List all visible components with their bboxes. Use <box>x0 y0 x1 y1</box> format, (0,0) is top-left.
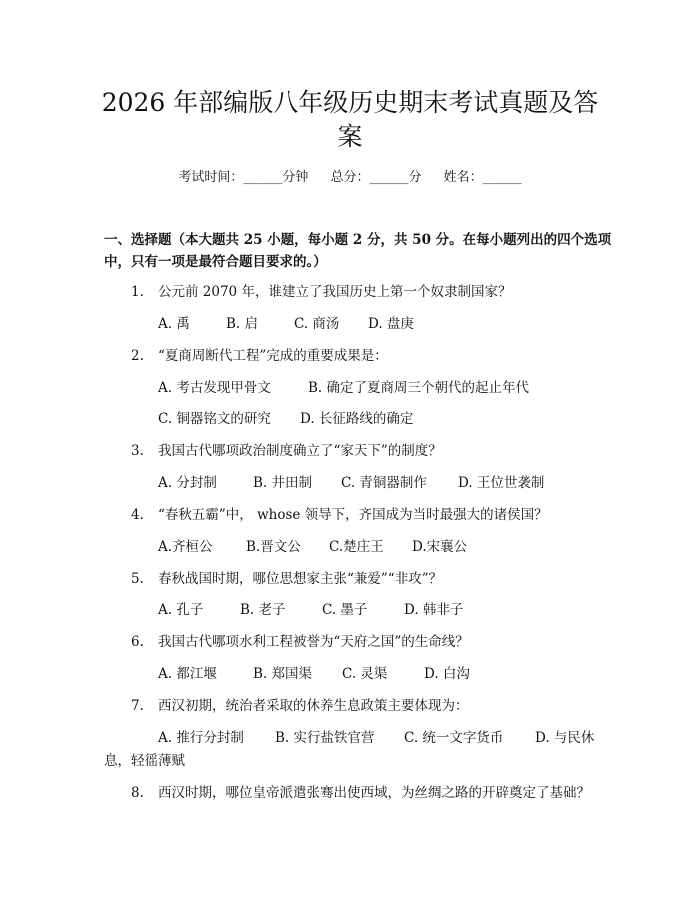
option-b: B.晋文公 <box>246 539 301 555</box>
option-b: B. 郑国渠 <box>253 666 313 682</box>
option-a: A. 禹 <box>158 316 190 332</box>
option-b: B. 启 <box>226 316 259 332</box>
option-a: A. 推行分封制 <box>158 730 244 746</box>
question-text: 公元前 2070 年，谁建立了我国历史上第一个奴隶制国家？ <box>158 284 512 300</box>
question-text: 我国古代哪项水利工程被誉为“天府之国”的生命线？ <box>158 634 469 650</box>
question-number: 4. <box>131 507 144 523</box>
option-c: C. 铜器铭文的研究 <box>158 411 271 427</box>
question-number: 3. <box>131 443 144 459</box>
option-c: C. 青铜器制作 <box>341 475 427 491</box>
question-number: 2. <box>131 348 144 364</box>
option-c: C. 灵渠 <box>342 666 388 682</box>
question-6 <box>131 633 469 651</box>
question-number: 6. <box>131 634 144 650</box>
option-d: D. 长征路线的确定 <box>300 411 414 427</box>
option-d: D. 盘庚 <box>368 316 414 332</box>
option-b: B. 实行盐铁官营 <box>275 730 375 746</box>
option-c: C. 商汤 <box>294 316 340 332</box>
question-text: 西汉初期，统治者采取的休养生息政策主要体现为： <box>158 698 469 714</box>
option-a: A. 孔子 <box>158 602 204 618</box>
option-d: D. 白沟 <box>424 666 470 682</box>
option-c: C. 统一文字货币 <box>404 730 504 746</box>
question-text: 我国古代哪项政治制度确立了“家天下”的制度？ <box>158 443 442 459</box>
question-4 <box>131 506 548 524</box>
question-text: 春秋战国时期，哪位思想家主张“兼爱”“非攻”？ <box>158 571 443 587</box>
section-heading-choice: 一、选择题（本大题共 25 小题，每小题 2 分，共 50 分。在每小题列出的四个选项中，只有一项是最符合题目要求的。） <box>104 232 612 270</box>
question-text: 西汉时期，哪位皇帝派遣张骞出使西域，为丝绸之路的开辟奠定了基础？ <box>158 785 590 801</box>
option-a: A. 分封制 <box>158 475 217 491</box>
question-7-option-d-continued: 息，轻徭薄赋 <box>104 753 185 769</box>
option-d: D.宋襄公 <box>412 539 468 555</box>
question-2 <box>131 347 388 365</box>
option-b: B. 确定了夏商周三个朝代的起止年代 <box>308 380 530 396</box>
question-3 <box>131 442 442 460</box>
question-1-options <box>158 315 414 333</box>
option-d: D. 韩非子 <box>404 602 464 618</box>
option-b: B. 井田制 <box>253 475 313 491</box>
option-a: A.齐桓公 <box>158 539 213 555</box>
question-number: 8. <box>131 785 144 801</box>
question-3-options <box>158 474 544 492</box>
exam-time-field: 考试时间：______分钟 <box>178 170 309 185</box>
title-line-1: 2026 年部编版八年级历史期末考试真题及答 <box>101 88 599 117</box>
title-line-2: 案 <box>337 122 363 151</box>
question-2-options-row-1 <box>158 379 529 397</box>
question-1 <box>131 283 511 301</box>
question-4-options <box>158 538 467 556</box>
student-name-field: 姓名：______ <box>443 170 522 185</box>
exam-info-line <box>0 169 700 187</box>
option-a: A. 考古发现甲骨文 <box>158 380 271 396</box>
option-b: B. 老子 <box>240 602 286 618</box>
option-d: D. 与民休 <box>535 730 595 746</box>
question-6-options <box>158 665 470 683</box>
question-5 <box>131 570 442 588</box>
total-score-field: 总分：______分 <box>330 170 422 185</box>
page-title <box>60 86 640 154</box>
question-text: “夏商周断代工程”完成的重要成果是： <box>158 348 388 364</box>
option-c: C.楚庄王 <box>329 539 384 555</box>
question-7-options <box>158 729 594 747</box>
option-c: C. 墨子 <box>322 602 368 618</box>
question-7 <box>131 697 469 715</box>
question-number: 7. <box>131 698 144 714</box>
question-2-options-row-2 <box>158 410 413 428</box>
question-number: 1. <box>131 284 144 300</box>
question-5-options <box>158 601 463 619</box>
option-a: A. 都江堰 <box>158 666 217 682</box>
question-text: “春秋五霸”中， whose 领导下，齐国成为当时最强大的诸侯国？ <box>158 507 548 523</box>
option-d: D. 王位世袭制 <box>458 475 545 491</box>
question-8 <box>131 784 590 802</box>
question-number: 5. <box>131 571 144 587</box>
